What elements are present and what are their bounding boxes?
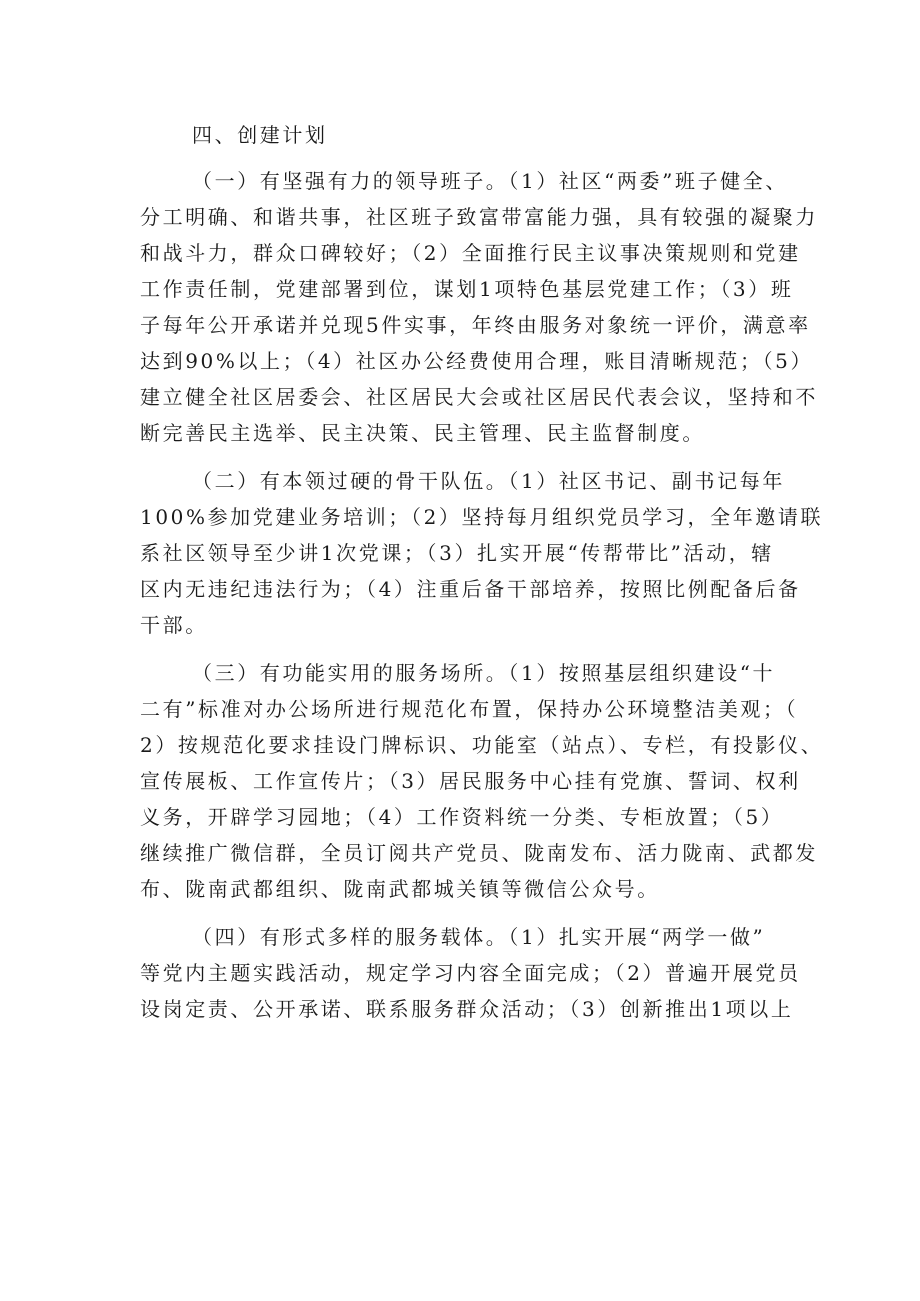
paragraph-line: （三）有功能实用的服务场所。（1）按照基层组织建设“十 bbox=[192, 661, 776, 685]
paragraph-line: 工作责任制，党建部署到位，谋划1项特色基层党建工作；（3）班 bbox=[140, 277, 794, 301]
paragraph-line: 断完善民主选举、民主决策、民主管理、民主监督制度。 bbox=[140, 421, 705, 445]
paragraph-line: 2）按规范化要求挂设门牌标识、功能室（站点）、专栏，有投影仪、 bbox=[140, 733, 824, 757]
paragraph-line: 宣传展板、工作宣传片；（3）居民服务中心挂有党旗、誓词、权利 bbox=[140, 769, 801, 793]
paragraph-line: 布、陇南武都组织、陇南武都城关镇等微信公众号。 bbox=[140, 877, 660, 901]
paragraph-line: 建立健全社区居委会、社区居民大会或社区居民代表会议，坚持和不 bbox=[140, 385, 818, 409]
paragraph-line: （一）有坚强有力的领导班子。（1）社区“两委”班子健全、 bbox=[192, 169, 788, 193]
paragraph-line: （四）有形式多样的服务载体。（1）扎实开展“两学一做” bbox=[192, 925, 766, 949]
paragraph-line: 等党内主题实践活动，规定学习内容全面完成；（2）普遍开展党员 bbox=[140, 961, 801, 985]
paragraph-line: （二）有本领过硬的骨干队伍。（1）社区书记、副书记每年 bbox=[192, 469, 785, 493]
paragraph-line: 干部。 bbox=[140, 613, 208, 637]
paragraph-line: 设岗定责、公开承诺、联系服务群众活动；（3）创新推出1项以上 bbox=[140, 997, 794, 1021]
paragraph-line: 继续推广微信群，全员订阅共产党员、陇南发布、活力陇南、武都发 bbox=[140, 841, 818, 865]
paragraph-line: 和战斗力，群众口碑较好；（2）全面推行民主议事决策规则和党建 bbox=[140, 241, 801, 265]
paragraph-line: 分工明确、和谐共事，社区班子致富带富能力强，具有较强的凝聚力 bbox=[140, 205, 818, 229]
paragraph-line: 100%参加党建业务培训；（2）坚持每月组织党员学习，全年邀请联 bbox=[140, 505, 824, 529]
paragraph-line: 义务，开辟学习园地；（4）工作资料统一分类、专柜放置；（5） bbox=[140, 805, 784, 829]
paragraph-line: 二有”标准对办公场所进行规范化布置，保持办公环境整洁美观；（ bbox=[140, 697, 799, 721]
paragraph-line: 子每年公开承诺并兑现5件实事，年终由服务对象统一评价，满意率 bbox=[140, 313, 811, 337]
paragraph-line: 系社区领导至少讲1次党课；（3）扎实开展“传帮带比”活动，辖 bbox=[140, 541, 774, 565]
section-heading: 四、创建计划 bbox=[192, 123, 328, 147]
paragraph-line: 区内无违纪违法行为；（4）注重后备干部培养，按照比例配备后备 bbox=[140, 577, 801, 601]
paragraph-line: 达到90%以上；（4）社区办公经费使用合理，账目清晰规范；（5） bbox=[140, 349, 814, 373]
